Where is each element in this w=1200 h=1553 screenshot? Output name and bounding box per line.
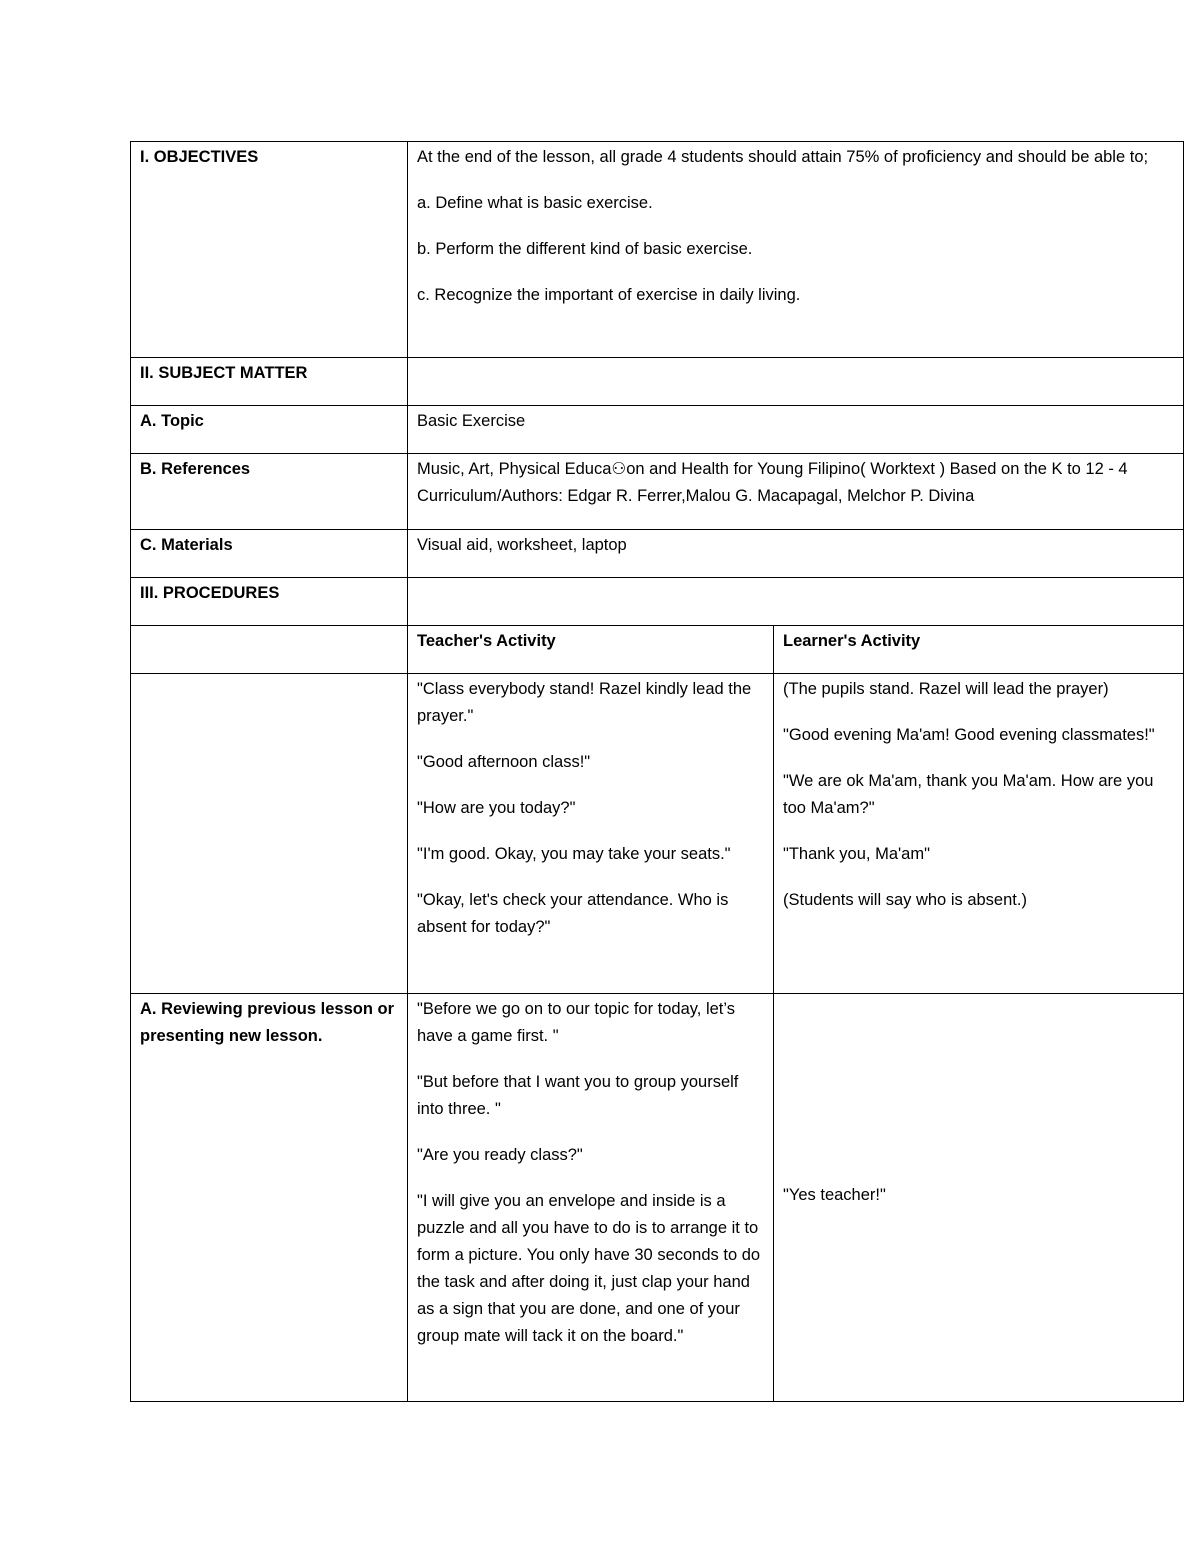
teacher-activity-header: Teacher's Activity <box>408 626 774 674</box>
subject-matter-empty <box>408 358 1184 406</box>
references-row <box>131 454 1184 530</box>
learner-line: "We are ok Ma'am, thank you Ma'am. How are you too Ma'am?" <box>783 772 1154 817</box>
learner-activity-header: Learner's Activity <box>774 626 1184 674</box>
materials-value: Visual aid, worksheet, laptop <box>408 530 1184 578</box>
teacher-line: "But before that I want you to group yourself into three. " <box>417 1073 739 1118</box>
teacher-line: "Are you ready class?" <box>417 1146 583 1164</box>
materials-row <box>131 530 1184 578</box>
references-label: B. References <box>131 454 408 530</box>
objective-item: c. Recognize the important of exercise in daily living. <box>417 286 801 304</box>
references-value: Music, Art, Physical Educa⚇on and Health for Young Filipino( Worktext ) Based on the K to 12 - 4 Curriculum/Authors: Edgar R. Ferrer,Malou G. Macapagal, Melchor P. Divina <box>408 454 1184 530</box>
learner-line: (Students will say who is absent.) <box>783 891 1027 909</box>
procedures-row <box>131 578 1184 626</box>
activity-header-empty <box>131 626 408 674</box>
review-row <box>131 994 1184 1402</box>
teacher-line: "Before we go on to our topic for today, let’s have a game first. " <box>417 1000 736 1045</box>
opening-teacher <box>408 674 774 994</box>
teacher-line: "I will give you an envelope and inside is a puzzle and all you have to do is to arrange it to form a picture. You only have 30 seconds to do the task and after doing it, just clap your hand as a sign that you are done, and one of your group mate will tack it on the board." <box>417 1192 761 1345</box>
topic-label: A. Topic <box>131 406 408 454</box>
opening-label-empty <box>131 674 408 994</box>
objectives-label: I. OBJECTIVES <box>131 142 408 358</box>
learner-line: "Yes teacher!" <box>783 1186 886 1204</box>
topic-row <box>131 406 1184 454</box>
subject-matter-row <box>131 358 1184 406</box>
objective-item: b. Perform the different kind of basic exercise. <box>417 240 753 258</box>
subject-matter-label: II. SUBJECT MATTER <box>131 358 408 406</box>
objectives-intro: At the end of the lesson, all grade 4 students should attain 75% of proficiency and should be able to; <box>417 148 1149 166</box>
teacher-line: "Good afternoon class!" <box>417 753 591 771</box>
procedures-empty <box>408 578 1184 626</box>
activity-header-row <box>131 626 1184 674</box>
learner-line: (The pupils stand. Razel will lead the prayer) <box>783 680 1109 698</box>
review-learner <box>774 994 1184 1402</box>
objective-item: a. Define what is basic exercise. <box>417 194 653 212</box>
review-teacher <box>408 994 774 1402</box>
lesson-plan-table <box>130 141 1184 1402</box>
objectives-row <box>131 142 1184 358</box>
teacher-line: "I'm good. Okay, you may take your seats." <box>417 845 731 863</box>
teacher-line: "How are you today?" <box>417 799 576 817</box>
opening-learner <box>774 674 1184 994</box>
learner-line: "Good evening Ma'am! Good evening classmates!" <box>783 726 1155 744</box>
procedures-label: III. PROCEDURES <box>131 578 408 626</box>
review-label: A. Reviewing previous lesson or presenting new lesson. <box>131 994 408 1402</box>
topic-value: Basic Exercise <box>408 406 1184 454</box>
objectives-content <box>408 142 1184 358</box>
teacher-line: "Class everybody stand! Razel kindly lead the prayer." <box>417 680 752 725</box>
teacher-line: "Okay, let's check your attendance. Who is absent for today?" <box>417 891 729 936</box>
learner-line: "Thank you, Ma'am" <box>783 845 930 863</box>
opening-row <box>131 674 1184 994</box>
materials-label: C. Materials <box>131 530 408 578</box>
